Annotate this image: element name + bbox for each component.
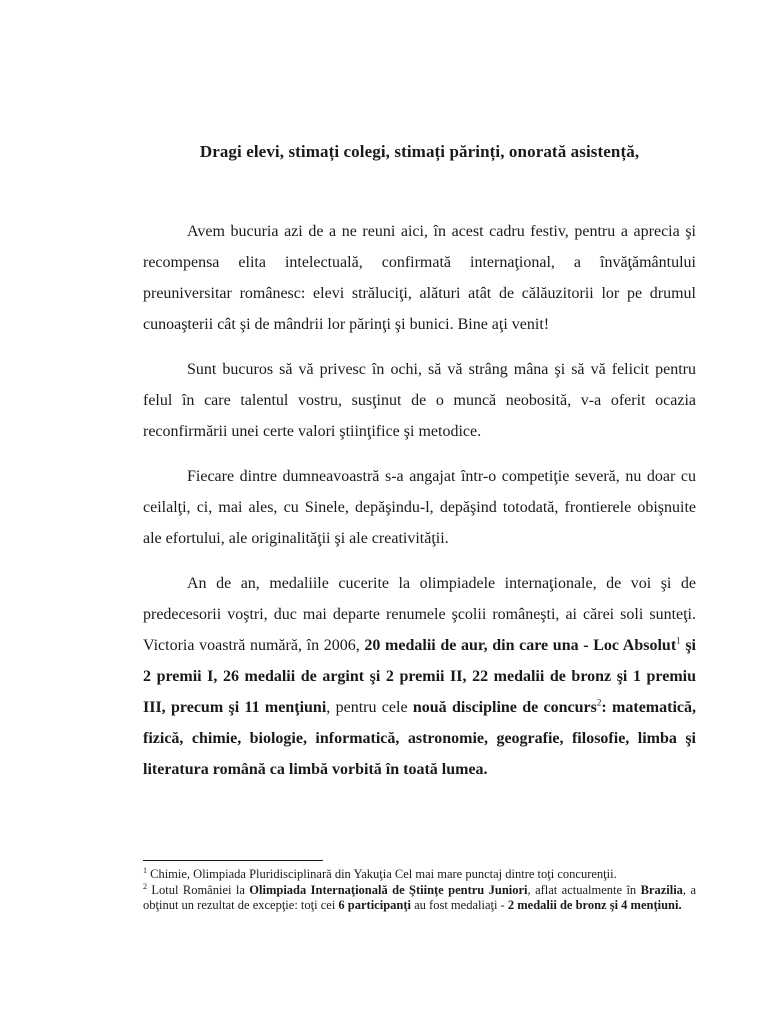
paragraph-medals (143, 568, 696, 785)
disciplines-list: : matematică, fizică, chimie, biologie, informatică, astronomie, geografie, filosofie, limba şi literatura română ca limbă vorbită în toată lumea. (143, 699, 697, 778)
footnote-ref-2[interactable]: 2 (596, 697, 602, 708)
medals-text-for: , pentru cele (326, 699, 413, 716)
footnote-1-text: Chimie, Olimpiada Pluridisciplinară din Yakuţia Cel mai mare punctaj dintre toţi concurenţii. (147, 867, 617, 881)
footnote-2-text-d: au fost medaliaţi - (411, 898, 508, 912)
footnote-2-participants: 6 participanţi (338, 898, 411, 912)
footnote-2-text-b: , aflat actualmente în (527, 882, 641, 897)
medals-totals: şi 2 premii I, 26 medalii de argint şi 2 premii II, 22 medalii de bronz şi 1 premiu III, precum şi 11 menţiuni (143, 637, 696, 716)
footnote-1 (143, 867, 696, 883)
footnote-2-text-c: , a obţinut un rezultat de excepţie: toţi cei (143, 882, 696, 912)
footnote-2-country: Brazilia (640, 882, 683, 897)
footnote-2 (143, 883, 696, 914)
paragraph-competition: Fiecare dintre dumneavoastră s-a angajat într-o competiţie severă, nu doar cu ceilalţi, ci, mai ales, cu Sinele, depăşindu-l, depăşind totodată, frontierele obişnuite ale efortului, ale originalităţii şi ale creativităţii. (143, 468, 696, 547)
footnote-1-mark: 1 (143, 865, 147, 875)
footnotes-section (143, 860, 696, 914)
medals-gold-count: 20 medalii de aur, din care una - Loc Absolut (364, 637, 677, 654)
paragraph-welcome: Avem bucuria azi de a ne reuni aici, în acest cadru festiv, pentru a aprecia şi recompensa elita intelectuală, confirmată internaţional, a învăţământului preuniversitar românesc: elevi străluciţi, alături atât de călăuzitorii lor pe drumul cunoaşterii cât şi de mândrii lor părinţi şi bunici. Bine aţi venit! (143, 223, 696, 333)
footnote-ref-1[interactable]: 1 (676, 635, 681, 646)
footnote-2-olympiad-name: Olimpiada Internaţională de Ştiinţe pentru Juniori (249, 882, 528, 897)
disciplines-label: nouă discipline de concurs (412, 699, 597, 716)
footnote-2-results: 2 medalii de bronz şi 4 menţiuni. (507, 898, 682, 912)
paragraph-congratulations: Sunt bucuros să vă privesc în ochi, să vă strâng mâna şi să vă felicit pentru felul în care talentul vostru, susţinut de o muncă neobosită, v-a oferit ocazia reconfirmării unei certe valori ştiinţifice şi metodice. (143, 361, 696, 440)
footnote-2-text-a: Lotul României la (147, 882, 250, 897)
footnote-2-mark: 2 (143, 881, 147, 891)
footnote-separator (143, 860, 323, 861)
medals-text-intro: An de an, medaliile cucerite la olimpiadele internaţionale, de voi şi de predecesorii voştri, duc mai departe renumele şcolii româneşti, ai cărei soli sunteţi. Victoria voastră numără, în 2006, (143, 575, 696, 654)
page-title: Dragi elevi, stimați colegi, stimați părinți, onorată asistență, (199, 142, 640, 161)
